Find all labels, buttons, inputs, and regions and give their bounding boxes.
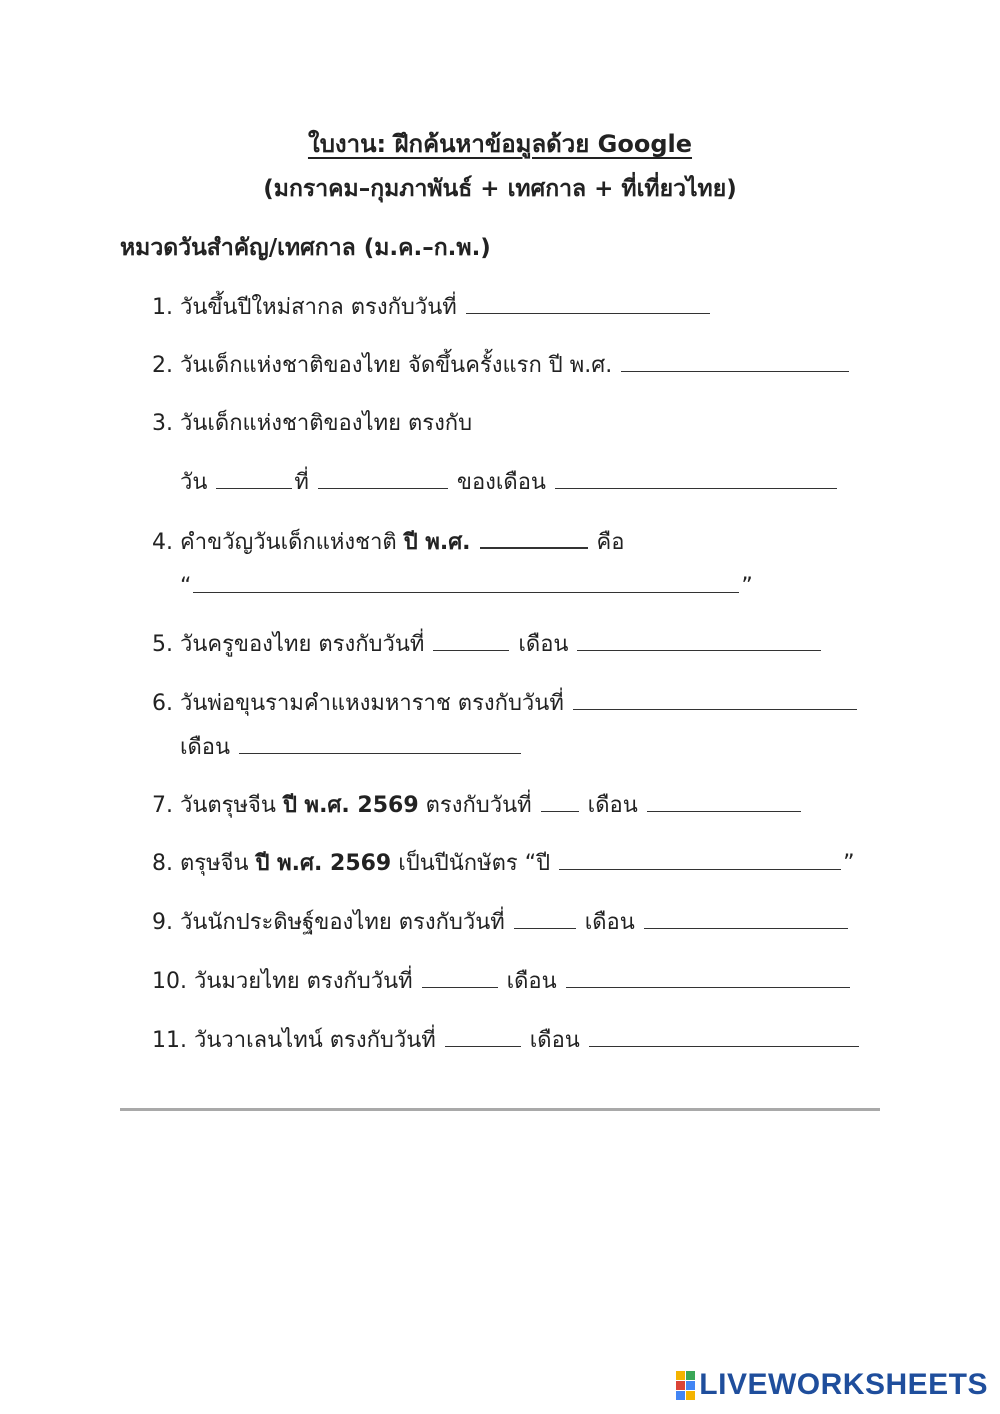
answer-blank-6-day[interactable] [573,687,857,710]
worksheet-subtitle: (มกราคม–กุมภาพันธ์ + เทศกาล + ที่เที่ยวไทย) [263,176,737,202]
answer-blank-6-month[interactable] [239,731,521,754]
question-3-line-2: วัน ที่ ของเดือน [180,466,839,500]
answer-blank-3-month[interactable] [555,466,837,489]
question-4: 4. คำขวัญวันเด็กแห่งชาติ ปี พ.ศ. คือ [152,525,624,560]
answer-blank-10-month[interactable] [566,965,850,988]
liveworksheets-logo-icon [676,1371,695,1400]
question-3: 3. วันเด็กแห่งชาติของไทย ตรงกับ [152,411,473,436]
question-6: 6. วันพ่อขุนรามคำแหงมหาราช ตรงกับวันที่ [152,687,859,721]
answer-blank-5-month[interactable] [577,628,821,651]
answer-blank-8-zodiac[interactable] [559,847,841,870]
answer-blank-9-day[interactable] [514,906,576,929]
worksheet-title: ใบงาน: ฝึกค้นหาข้อมูลด้วย Google [307,130,693,158]
question-7: 7. วันตรุษจีน ปี พ.ศ. 2569 ตรงกับวันที่ เดือน [152,789,803,823]
answer-blank-11-day[interactable] [445,1024,521,1047]
section-divider [120,1108,880,1111]
question-10: 10. วันมวยไทย ตรงกับวันที่ เดือน [152,965,852,999]
question-9: 9. วันนักประดิษฐ์ของไทย ตรงกับวันที่ เดือน [152,906,850,940]
section-heading: หมวดวันสำคัญ/เทศกาล (ม.ค.–ก.พ.) [120,235,491,261]
question-5: 5. วันครูของไทย ตรงกับวันที่ เดือน [152,628,823,662]
liveworksheets-logo: LIVEWORKSHEETS [676,1368,988,1402]
answer-blank-11-month[interactable] [589,1024,859,1047]
question-11: 11. วันวาเลนไทน์ ตรงกับวันที่ เดือน [152,1024,861,1058]
question-1: 1. วันขึ้นปีใหม่สากล ตรงกับวันที่ [152,291,712,325]
question-2: 2. วันเด็กแห่งชาติของไทย จัดขึ้นครั้งแรก ปี พ.ศ. [152,349,851,383]
answer-blank-7-day[interactable] [541,789,579,812]
question-4-line-2: “ ” [180,570,753,604]
question-8: 8. ตรุษจีน ปี พ.ศ. 2569 เป็นปีนักษัตร “ปี ” [152,847,854,881]
answer-blank-3-day[interactable] [216,466,292,489]
question-6-line-2: เดือน [180,731,523,765]
answer-blank-4-year[interactable] [480,525,588,549]
answer-blank-7-month[interactable] [647,789,801,812]
answer-blank-1[interactable] [466,291,710,314]
answer-blank-4-slogan[interactable] [193,570,739,593]
answer-blank-9-month[interactable] [644,906,848,929]
answer-blank-2[interactable] [621,349,849,372]
answer-blank-3-date[interactable] [318,466,448,489]
answer-blank-10-day[interactable] [422,965,498,988]
answer-blank-5-day[interactable] [433,628,509,651]
